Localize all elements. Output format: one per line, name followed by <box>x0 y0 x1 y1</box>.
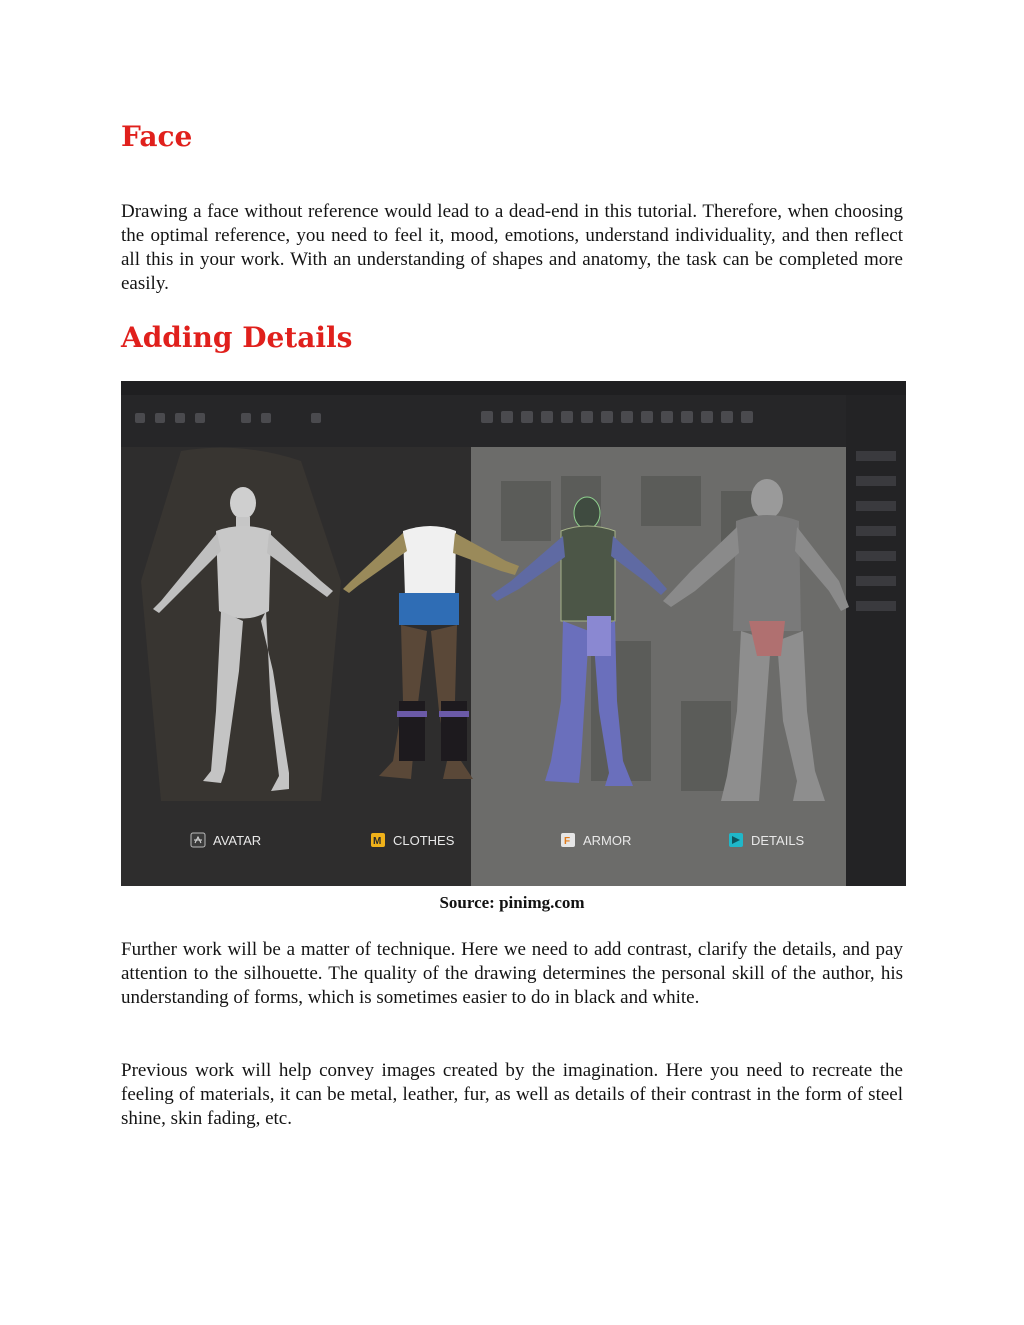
further-work-paragraph: Further work will be a matter of technique. Here we need to add contrast, clarify the details, and pay attention to the silhouette. The quality of the drawing determines the personal skill of the author, his understanding of forms, which is sometimes easier to do in black and white. <box>121 939 903 1008</box>
app-side-panel <box>846 395 906 886</box>
stage-label-avatar: AVATAR <box>213 833 262 848</box>
section-heading-adding-details: Adding Details <box>121 321 353 354</box>
svg-text:F: F <box>564 836 571 847</box>
previous-work-paragraph: Previous work will help convey images created by the imagination. Here you need to recreate the feeling of materials, it can be metal, leather, fur, as well as details of their contrast in the form of steel shine, skin fading, etc. <box>121 1060 903 1129</box>
stage-label-clothes: CLOTHES <box>393 833 455 848</box>
stage-label-armor: ARMOR <box>583 833 632 848</box>
svg-text:M: M <box>373 836 382 847</box>
stage-label-details: DETAILS <box>751 833 805 848</box>
app-toolbar <box>121 395 906 447</box>
app-menu-bar <box>121 381 906 395</box>
figure-caption: Source: pinimg.com <box>439 893 585 912</box>
character-pipeline-figure <box>121 381 906 886</box>
face-paragraph: Drawing a face without reference would lead to a dead-end in this tutorial. Therefore, when choosing the optimal reference, you need to feel it, mood, emotions, understand individuality, and then reflect all this in your work. With an understanding of shapes and anatomy, the task can be completed more easily. <box>121 201 903 294</box>
section-heading-face: Face <box>121 120 193 153</box>
